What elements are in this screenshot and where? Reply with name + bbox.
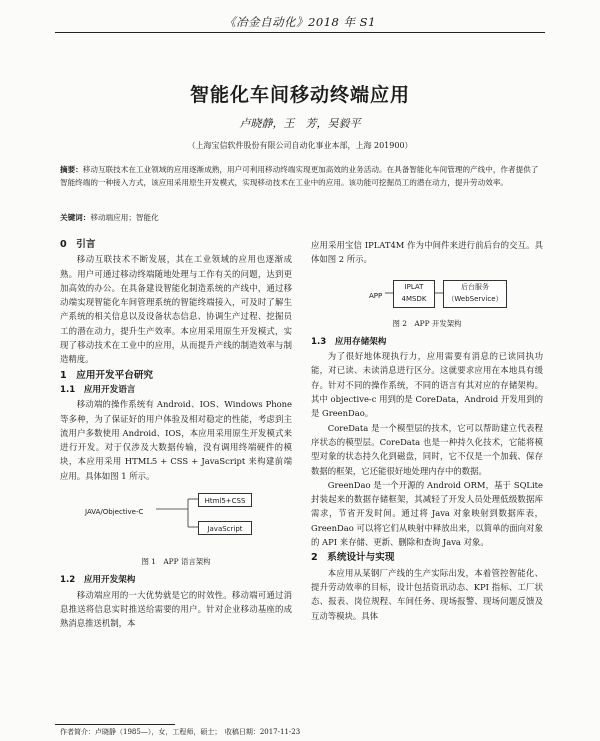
section-1-2-paragraph: 移动端应用的一大优势就是它的时效性。移动端可通过消息推送将信息实时推送给需要的用户。针对企业移动基座的成熟消息推送机制，本 [60, 589, 292, 629]
paper-title: 智能化车间移动终端应用 [189, 84, 410, 106]
fig1-box-js: JavaScript [198, 521, 252, 535]
right-column [311, 238, 543, 623]
section-1-2-paragraph-continued: 应用采用宝信 IPLAT4M 作为中间件来进行前后台的交互。具体如图 2 所示。 [311, 240, 543, 265]
section-1-1-title: 1.1 应用开发语言 [60, 384, 136, 395]
left-column [60, 238, 292, 631]
section-0-paragraph: 移动互联技术不断发展，其在工业领域的应用也逐渐成熟。用户可通过移动终端随地处理与工作有关的问题，达到更加高效的办公。在具备建设智能化制造系统的产线中，通过移动端实现智能化车间管理系统的智能终端接入，可及时了解生产系统的相关信息以及设备状态信息、协调生产过程、挖掘员工的潜在动力，提升生产效率。本应用采用原生开发模式，实现了移动技术在工业中的应用，从而提升产线的制造效率与制造精度。 [60, 254, 292, 365]
abstract [60, 164, 540, 189]
authors: 卢晓静，王 芳，吴毅平 [239, 117, 361, 130]
header-rule [55, 32, 545, 33]
footer-rule [55, 724, 175, 725]
section-0-title: 0 引言 [60, 239, 96, 250]
section-1-title: 1 应用开发平台研究 [60, 369, 154, 381]
section-1-2-title: 1.2 应用开发架构 [60, 575, 136, 586]
abstract-text: 移动互联技术在工业领域的应用逐渐成熟，用户可利用移动终端实现更加高效的业务活动。在具备智能化车间管理的产线中，作者提供了智能终端的一种接入方式，该应用采用原生开发模式，实现移动技术在工业中的应用。该功能可挖掘员工的潜在动力，提升劳动效率。 [60, 165, 539, 187]
fig1-connectors [60, 491, 292, 555]
keywords-text: 移动端应用；智能化 [90, 213, 159, 222]
fig2-srv2: （WebService） [447, 294, 503, 303]
fig2-mid1: IPLAT [404, 282, 424, 291]
section-1-3-title: 1.3 应用存储架构 [311, 336, 387, 347]
keywords-label: 关键词： [60, 213, 91, 222]
figure-1 [60, 491, 292, 555]
fig1-left-label: JAVA/Objective-C [85, 508, 144, 517]
section-2-title: 2 系统设计与实现 [311, 552, 395, 564]
fig1-box-html: Html5+CSS [198, 493, 252, 507]
journal-header: 《冶金自动化》2018 年 S1 [224, 15, 376, 29]
keywords [60, 212, 540, 223]
figure-1-caption: 图 1 APP 语言架构 [141, 557, 211, 567]
affiliation: （上海宝信软件股份有限公司自动化事业本部，上海 201900） [187, 141, 413, 150]
section-1-1-paragraph: 移动端的操作系统有 Android、IOS、Windows Phone 等多种，为了保证好的用户体验及相对稳定的性能，考虑到主流用户多数使用 Android、IOS，本应用采用原生开发模式来进行开发。对于仅涉及大数据传输，没有调用终端硬件的模块，本应用采用 HTML5 + CSS + JavaScript 来构建前端应用。具体如图 1 所示。 [60, 399, 292, 481]
abstract-label: 摘要： [60, 165, 83, 174]
section-1-3-paragraph-3: GreenDao 是一个开源的 Android ORM，基于 SQLite 封装起来的数据存储框架，其减轻了开发人员处理低级数据库需求，节省开发时间。通过将 Java 对象映射到数据库表，GreenDao 可以将它们从映射中释放出来，以简单的面向对象的 API 来存储、更新、删除和查询 Java 对象。 [311, 479, 543, 548]
section-1-3-paragraph-2: CoreData 是一个模型层的技术，它可以帮助建立代表程序状态的模型层。CoreData 也是一种持久化技术，它能将模型对象的状态持久化到磁盘，同时，它不仅是一个加载、保存数据的框架，它还能很好地处理内存中的数据。 [311, 422, 543, 476]
fig2-backend-box [443, 280, 507, 308]
fig2-mid2: 4MSDK [401, 294, 427, 303]
fig2-srv1: 后台服务 [461, 282, 489, 291]
author-bio-footer: 作者简介：卢晓静（1985—），女，工程师，硕士； 收稿日期：2017-11-23 [60, 728, 301, 736]
section-2-paragraph: 本应用从某钢厂产线的生产实际出发，本着管控智能化、提升劳动效率的目标，设计包括资讯动态、KPI 指标、工厂状态、报表、岗位规程、车间任务、现场报警、现场问题反馈及互动等模块。具体 [311, 567, 543, 621]
fig2-app-label: APP [369, 291, 383, 300]
figure-2 [311, 275, 543, 317]
figure-2-caption: 图 2 APP 开发架构 [392, 318, 462, 328]
section-1-3-paragraph-1: 为了很好地体现执行力，应用需要有消息的已读同执功能，对已读、未读消息进行区分。这就要求应用在本地具有缓存。针对不同的操作系统，不同的语言有其对应的存储架构。其中 objective-c 用到的是 CoreData，Android 开发用到的是 GreenDao。 [311, 351, 543, 419]
fig2-middleware-box [393, 280, 435, 308]
